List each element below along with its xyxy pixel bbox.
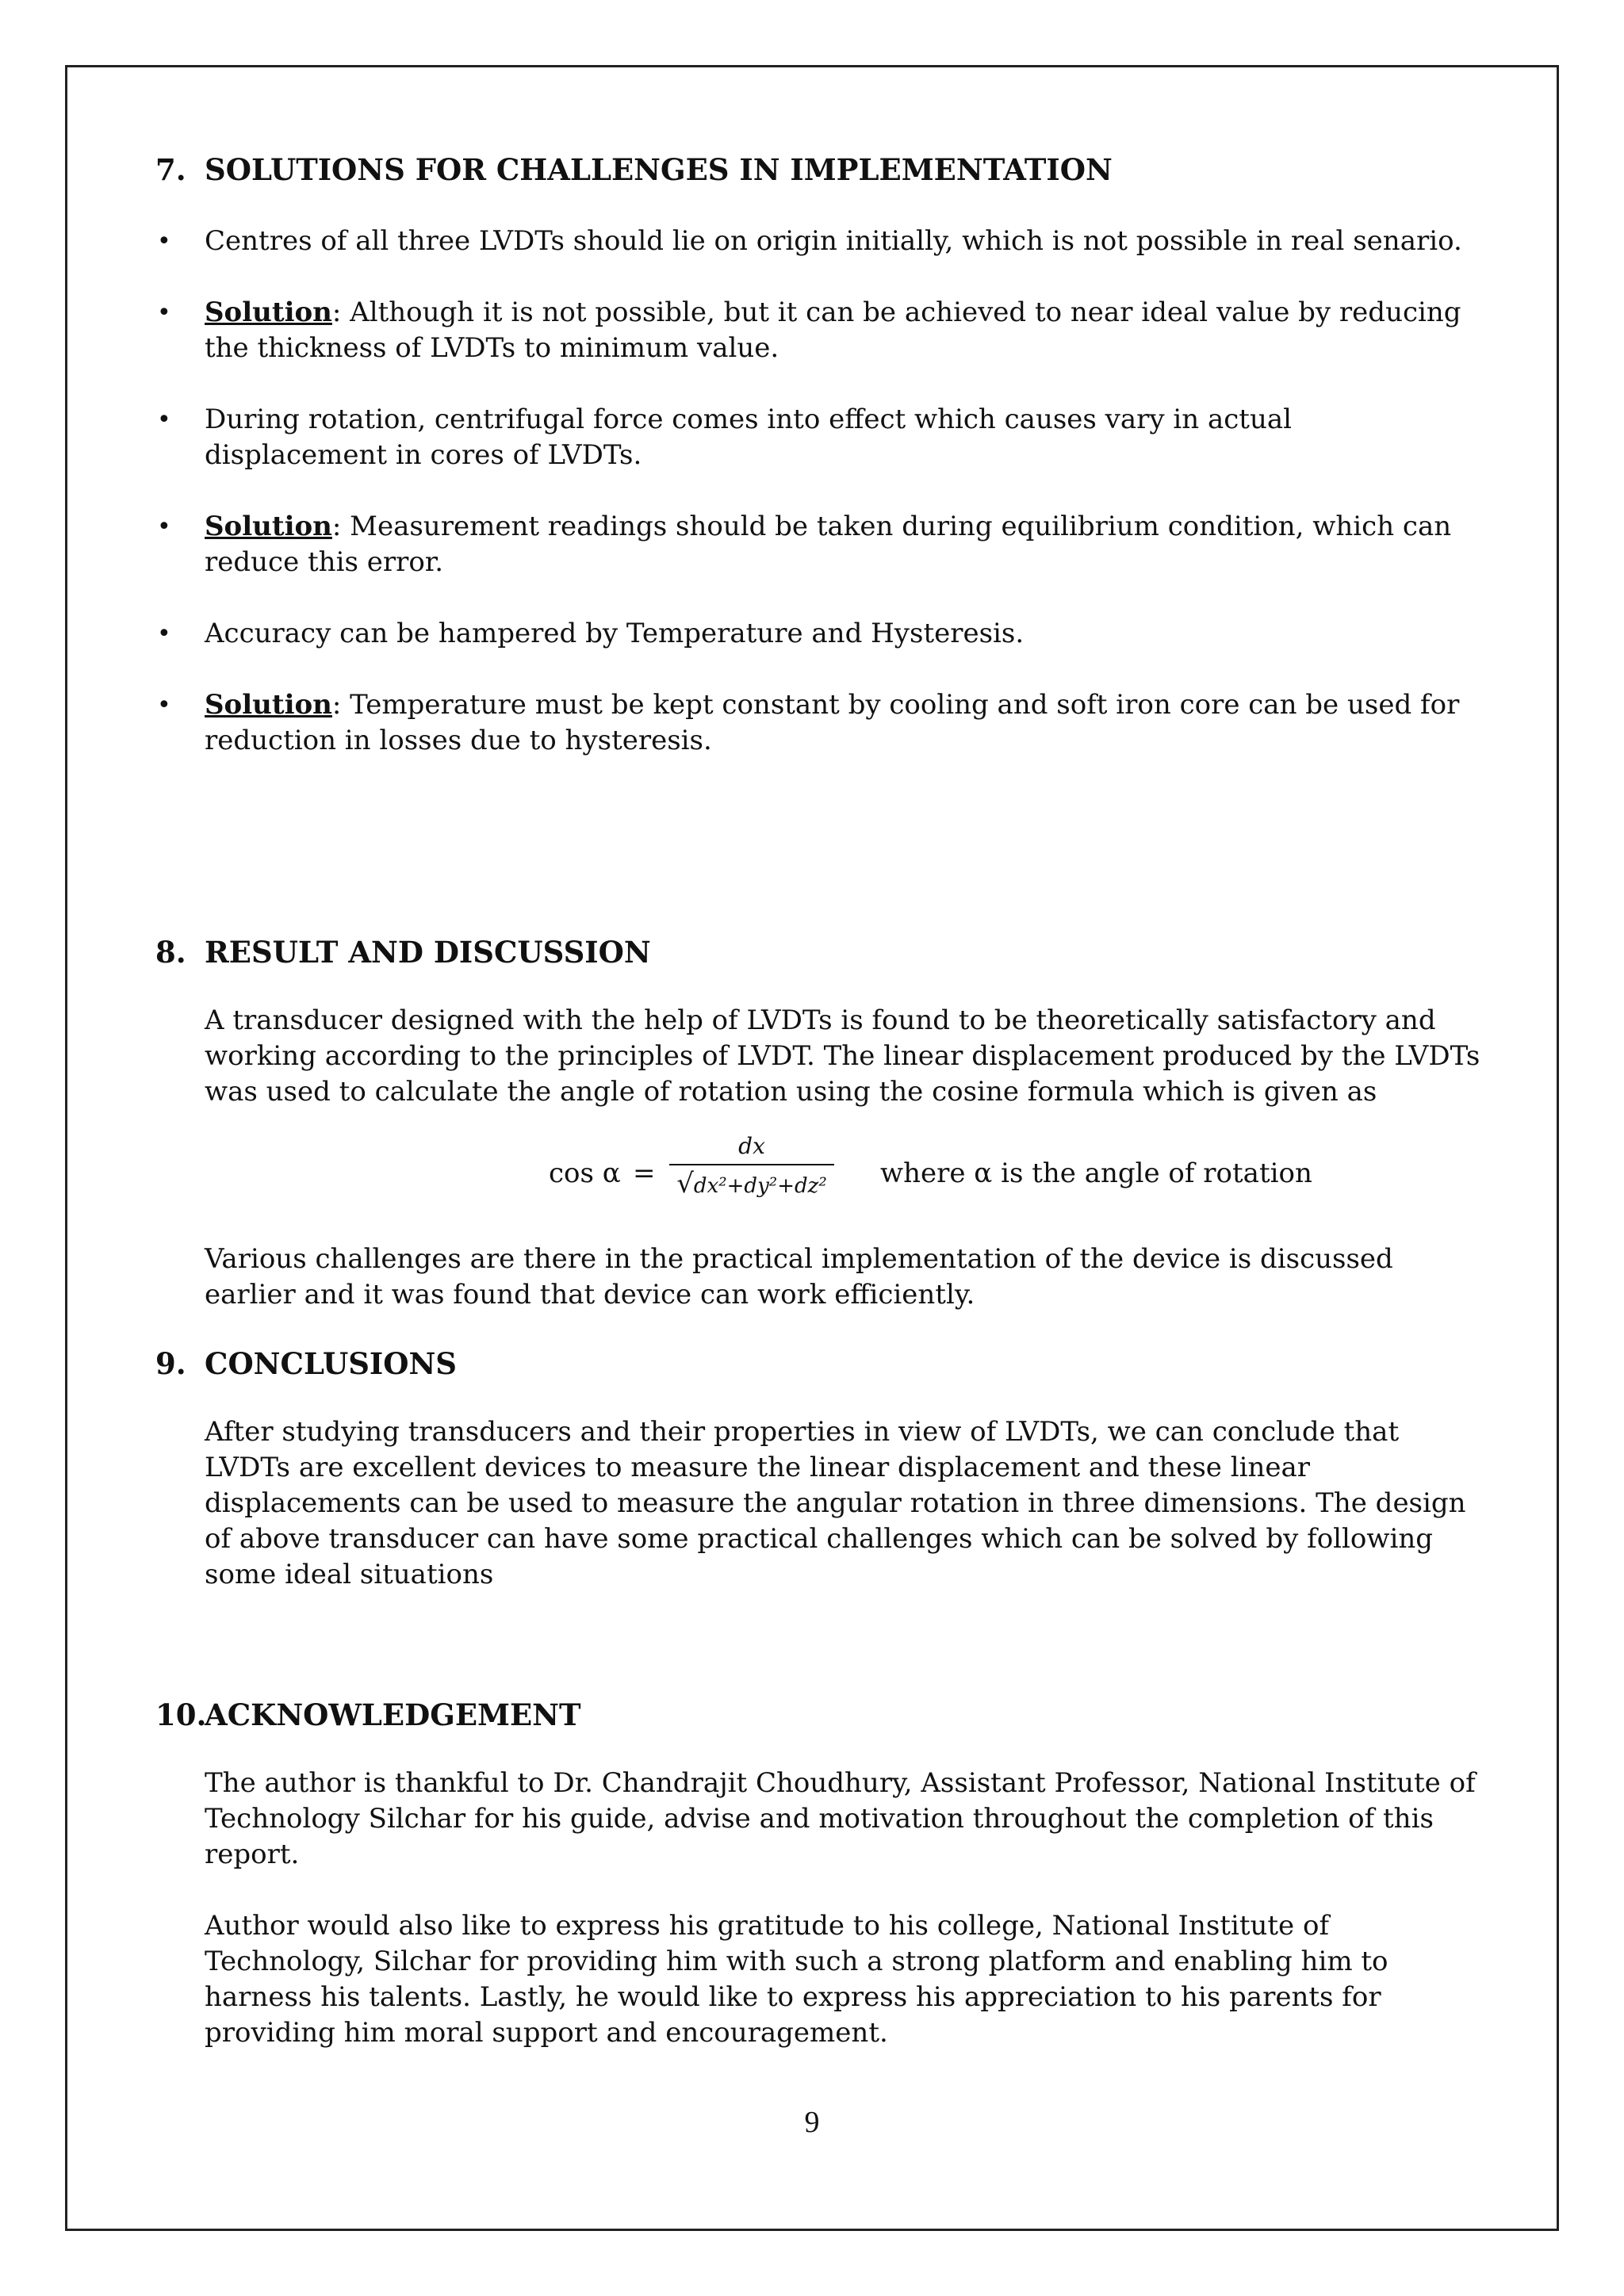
section-title: RESULT AND DISCUSSION xyxy=(205,935,651,970)
section-10-heading xyxy=(155,1696,1432,1734)
formula-where-text: where α is the angle of rotation xyxy=(880,1158,1312,1189)
conclusions-paragraph: After studying transducers and their properties in view of LVDTs, we can conclude that LVDTs are excellent devices to measure the linear displacement and these linear displacements can be used to measure the angular rotation in three dimensions. The design of above transducer can have some practical challenges which can be solved by following some ideal situations xyxy=(205,1416,1466,1590)
section-9-heading xyxy=(155,1345,1432,1383)
list-item xyxy=(205,687,1481,759)
square-root-icon: √ xyxy=(676,1168,694,1200)
list-item-text: : Although it is not possible, but it can be achieved to near ideal value by reducing the thickness of LVDTs to minimum value. xyxy=(205,297,1461,364)
list-item xyxy=(205,616,1481,652)
fraction-bar xyxy=(669,1164,834,1165)
list-item xyxy=(205,509,1481,580)
list-item xyxy=(205,295,1481,366)
document-body xyxy=(155,151,1481,2051)
list-item-text: : Temperature must be kept constant by cooling and soft iron core can be used for reduction in losses due to hysteresis. xyxy=(205,689,1460,756)
section-number: 9. xyxy=(155,1346,186,1381)
page-number: 9 xyxy=(804,2106,820,2139)
list-item xyxy=(205,402,1481,473)
formula-equals: = xyxy=(633,1158,656,1189)
section-number: 10. xyxy=(155,1697,207,1732)
solution-label: Solution xyxy=(205,511,332,542)
solution-label: Solution xyxy=(205,297,332,328)
result-paragraph-2: Various challenges are there in the practical implementation of the device is discussed earlier and it was found that device can work efficiently. xyxy=(205,1243,1393,1311)
list-item-text: Centres of all three LVDTs should lie on origin initially, which is not possible in real senario. xyxy=(205,225,1462,257)
formula-lhs: cos α xyxy=(549,1158,621,1189)
section-title: ACKNOWLEDGEMENT xyxy=(205,1697,581,1732)
list-item-text: During rotation, centrifugal force comes into effect which causes vary in actual displacement in cores of LVDTs. xyxy=(205,404,1293,471)
acknowledgement-paragraph-2: Author would also like to express his gratitude to his college, National Institute of Technology, Silchar for providing him with such a strong platform and enabling him to harness his talents. Lastly, he would like to express his appreciation to his parents for providing him moral support and encouragement. xyxy=(205,1910,1388,2049)
section-number: 7. xyxy=(155,152,186,187)
formula-denominator xyxy=(669,1170,834,1200)
formula-denominator-text: dx²+dy²+dz² xyxy=(693,1174,827,1198)
acknowledgement-paragraph: The author is thankful to Dr. Chandrajit Choudhury, Assistant Professor, National Institute of Technology Silchar for his guide, advise and motivation throughout the completion of this report. xyxy=(205,1767,1476,1870)
section-8-heading xyxy=(155,933,1432,971)
section-number: 8. xyxy=(155,935,186,970)
section-title: SOLUTIONS FOR CHALLENGES IN IMPLEMENTATION xyxy=(205,152,1113,187)
list-item-text: : Measurement readings should be taken during equilibrium condition, which can reduce this error. xyxy=(205,511,1452,578)
section-title: CONCLUSIONS xyxy=(205,1346,458,1381)
cosine-formula xyxy=(205,1132,1481,1219)
challenges-list xyxy=(205,224,1481,759)
section-7-heading xyxy=(155,151,1432,189)
solution-label: Solution xyxy=(205,689,332,721)
list-item xyxy=(205,224,1481,259)
formula-numerator: dx xyxy=(738,1133,765,1159)
formula-fraction xyxy=(669,1132,834,1200)
list-item-text: Accuracy can be hampered by Temperature and Hysteresis. xyxy=(205,618,1025,649)
result-paragraph: A transducer designed with the help of LVDTs is found to be theoretically satisfactory and working according to the principles of LVDT. The linear displacement produced by the LVDTs was used to calculate the angle of rotation using the cosine formula which is given as xyxy=(205,1004,1480,1108)
